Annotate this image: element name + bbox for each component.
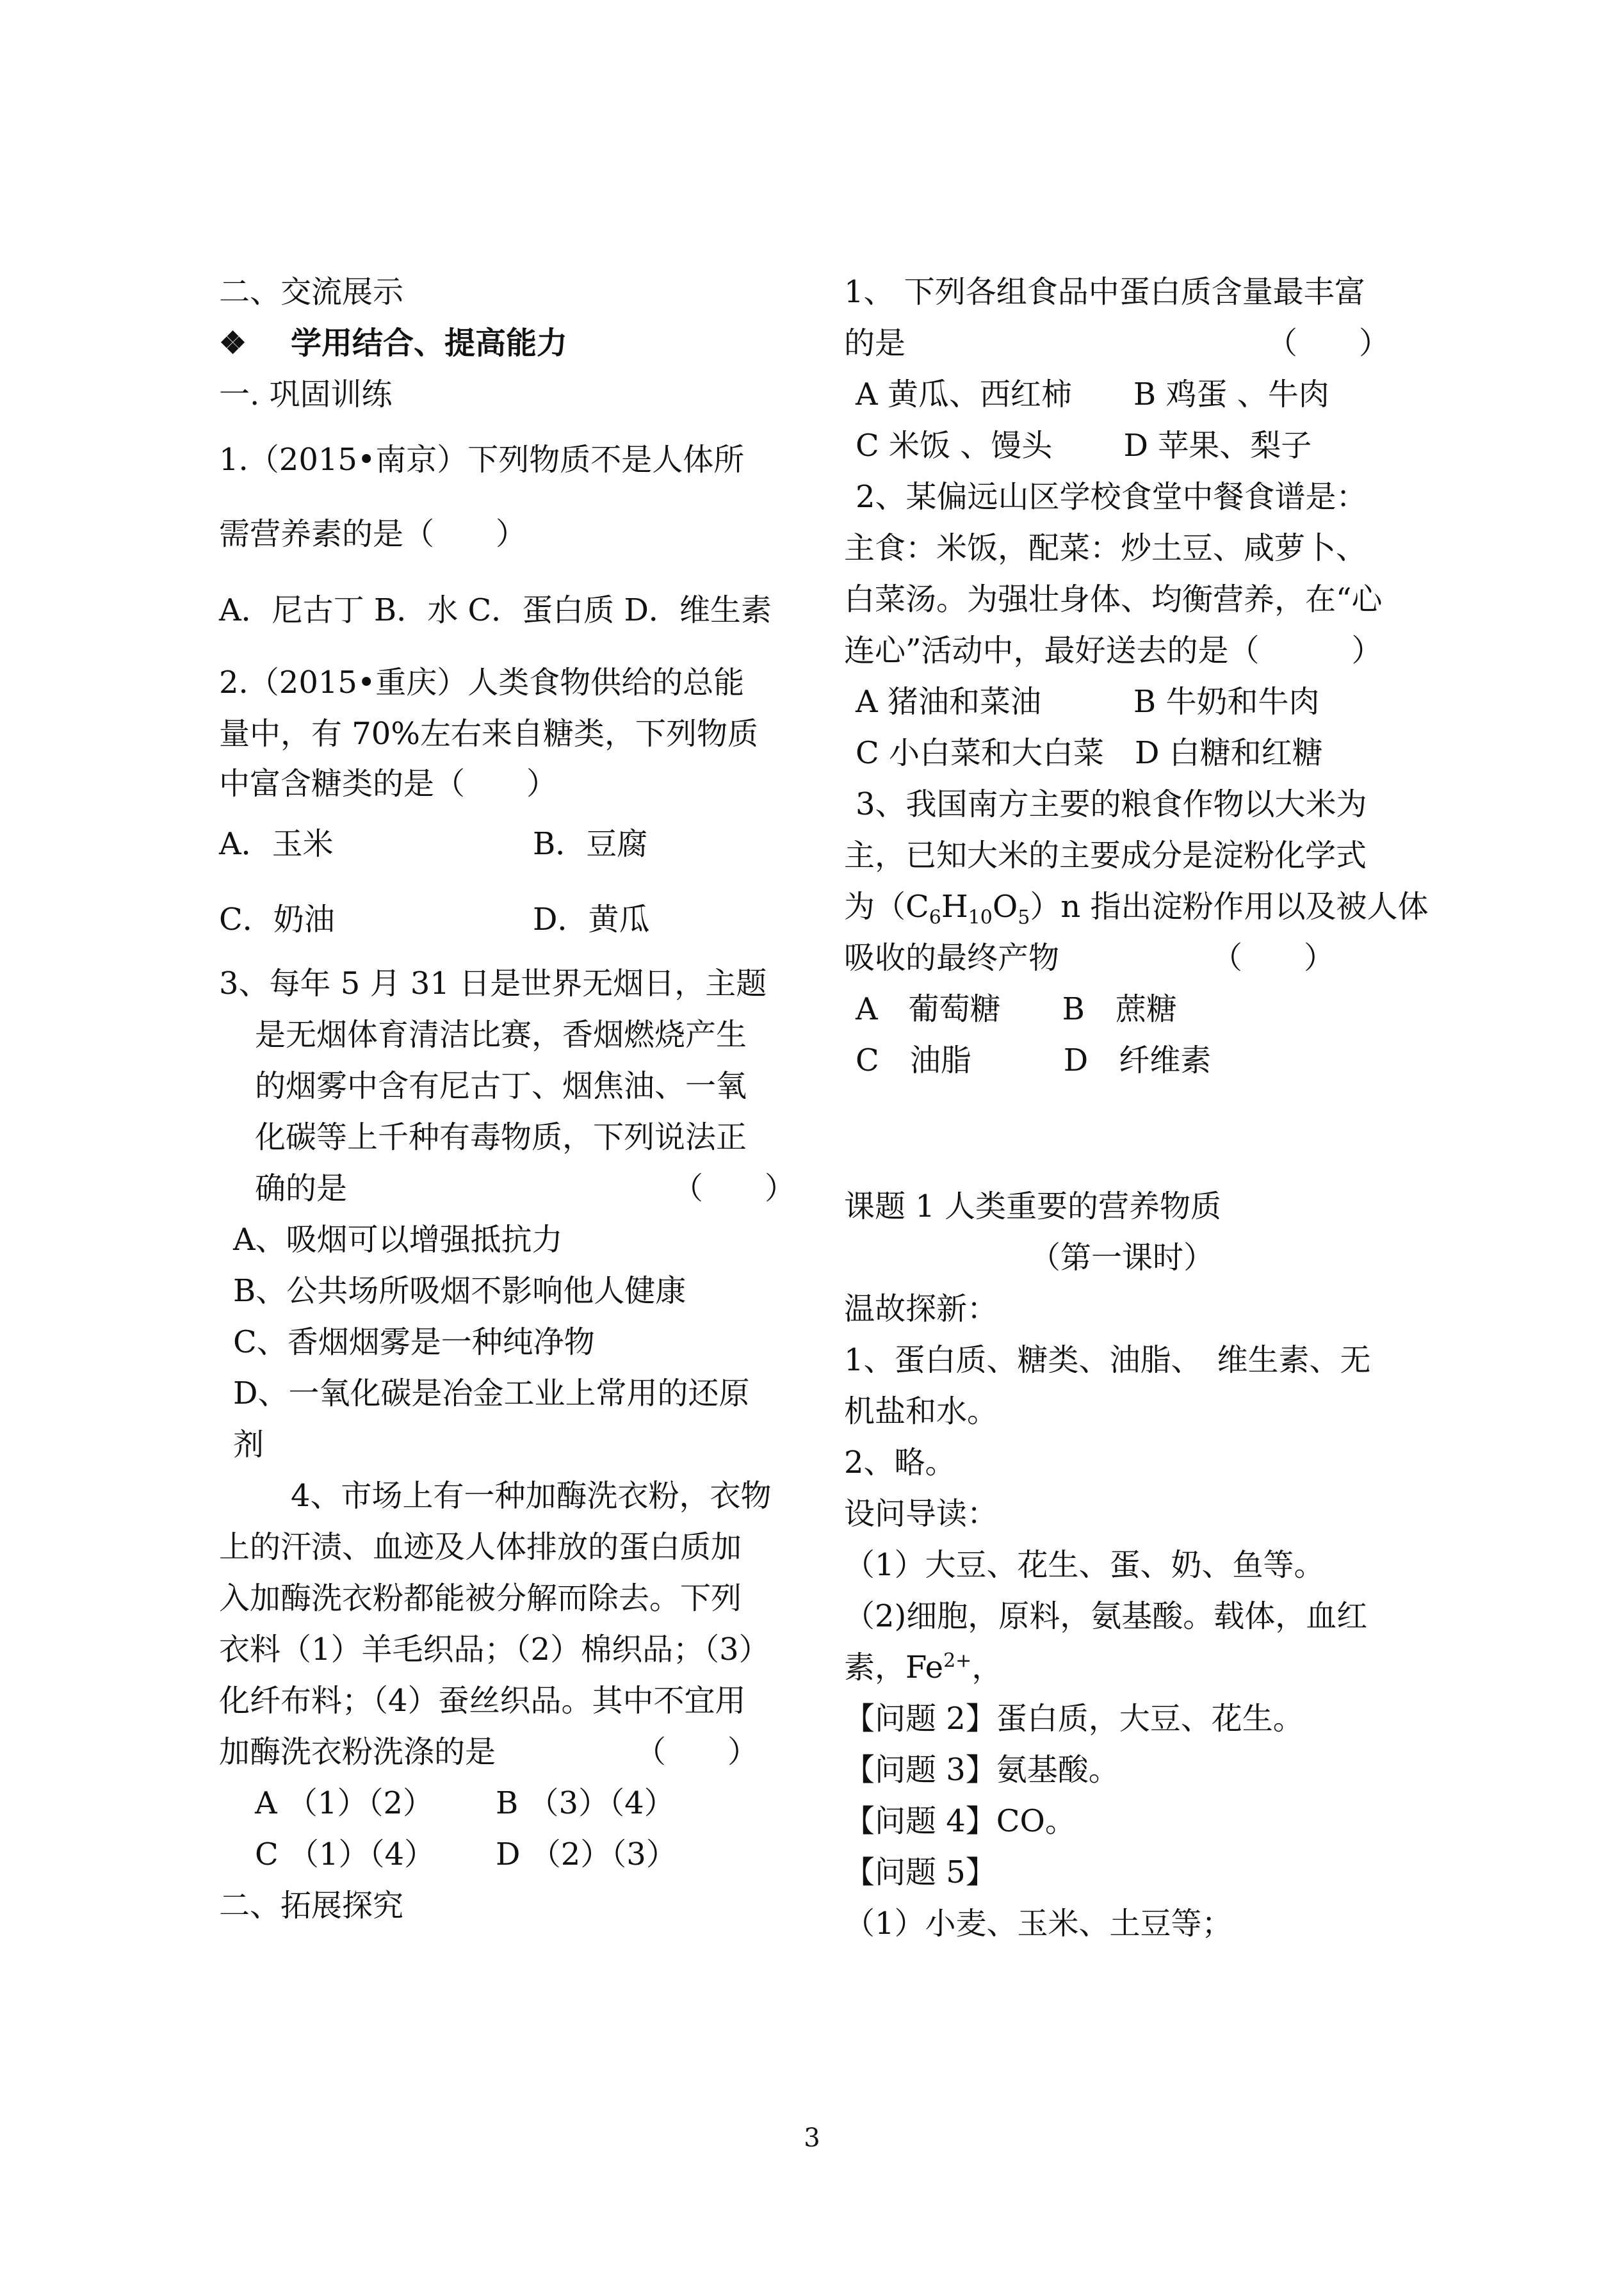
q2-line2: 量中，有 70%左右来自糖类，下列物质 [219,716,758,752]
q3-line2: 是无烟体育清洁比赛，香烟燃烧产生 [255,1017,747,1053]
q1-options: A．尼古丁 B．水 C．蛋白质 D．维生素 [219,592,772,628]
r-q3-line4: 吸收的最终产物 [844,940,1060,976]
guide-answer-2-line2: 素，$Fe^{2+}$， [844,1650,1003,1685]
r-q1-options-cd: C 米饭 、馒头 D 苹果、梨子 [856,428,1312,464]
q2-option-d: D．黄瓜 [533,902,650,937]
q4-line6: 加酶洗衣粉洗涤的是 [219,1734,496,1770]
guide-answer-2-line1: （2)细胞，原料，氨基酸。载体，血红 [844,1598,1368,1634]
lesson-period: （第一课时） [1030,1240,1215,1276]
r-q3-answer-blank: （ ） [1212,940,1335,976]
q4-line3: 入加酶洗衣粉都能被分解而除去。下列 [219,1580,742,1616]
r-q3-formula-line: 为$(C_6H_{10}O_5)n$ 指出淀粉作用以及被人体 [844,889,1429,929]
r-q1-answer-blank: （ ） [1267,325,1390,361]
q3-line1: 3、每年 5 月 31 日是世界无烟日，主题 [219,966,767,1002]
r-q2-line4: 连心”活动中，最好送去的是（ ） [844,633,1383,669]
guide-answer-1: （1）大豆、花生、蛋、奶、鱼等。 [844,1547,1325,1583]
problem-5-heading: 【问题 5】 [844,1854,996,1890]
r-q2-options-cd: C 小白菜和大白菜 D 白糖和红糖 [856,735,1323,771]
q2-option-c: C．奶油 [219,902,335,937]
r-q2-line2: 主食：米饭，配菜：炒土豆、咸萝卜、 [844,530,1367,566]
review-answer-1-line1: 1、蛋白质、糖类、油脂、 维生素、无 [844,1342,1371,1378]
page-number: 3 [804,2123,820,2153]
review-answer-2: 2、略。 [844,1445,956,1480]
q4-answer-blank: （ ） [635,1734,759,1770]
q3-option-c: C、香烟烟雾是一种纯净物 [233,1324,595,1360]
q3-option-d-line1: D、一氧化碳是冶金工业上常用的还原 [233,1375,750,1411]
section-extend-heading: 二、拓展探究 [219,1888,404,1924]
guide-label: 设问导读： [844,1496,998,1532]
q4-line2: 上的汗渍、血迹及人体排放的蛋白质加 [219,1529,742,1565]
q1-line2: 需营养素的是（ ） [219,516,527,552]
q3-line4: 化碳等上千种有毒物质，下列说法正 [255,1119,747,1155]
r-q3-line2: 主，已知大米的主要成分是淀粉化学式 [844,838,1367,873]
r-q2-line1: 2、某偏远山区学校食堂中餐食谱是： [856,479,1367,515]
q2-line3: 中富含糖类的是（ ） [219,766,558,802]
r-q2-line3: 白菜汤。为强壮身体、均衡营养，在“心 [844,581,1383,617]
q1-line1: 1.（2015•南京）下列物质不是人体所 [219,442,745,478]
q4-option-a: A （1）（2） [255,1785,434,1821]
problem-3-answer: 【问题 3】氨基酸。 [844,1752,1119,1788]
q2-option-b: B．豆腐 [533,826,648,862]
q4-option-d: D （2）（3） [496,1837,677,1872]
q4-line4: 衣料（1）羊毛织品；（2）棉织品；（3） [219,1632,770,1667]
q2-line1: 2.（2015•重庆）人类食物供给的总能 [219,665,745,701]
r-q3-options-cd: C 油脂 D 纤维素 [856,1042,1212,1078]
q3-option-d-line2: 剂 [233,1427,264,1463]
q4-option-b: B （3）（4） [496,1785,675,1821]
q4-line1: 4、市场上有一种加酶洗衣粉，衣物 [291,1478,772,1514]
q3-option-b: B、公共场所吸烟不影响他人健康 [233,1273,686,1309]
section-heading: 学用结合、提高能力 [291,325,568,361]
review-label: 温故探新： [844,1291,998,1327]
review-answer-1-line2: 机盐和水。 [844,1393,998,1429]
r-q2-options-ab: A 猪油和菜油 B 牛奶和牛肉 [856,684,1320,720]
q3-answer-blank: （ ） [672,1171,796,1206]
problem-5-answer-1: （1）小麦、玉米、土豆等； [844,1906,1233,1942]
r-q3-line1: 3、我国南方主要的粮食作物以大米为 [856,786,1367,822]
r-q1-line2: 的是 [844,325,906,361]
problem-4-answer: 【问题 4】CO。 [844,1803,1076,1839]
q4-line5: 化纤布料；（4）蚕丝织品。其中不宜用 [219,1683,746,1719]
q3-option-a: A、吸烟可以增强抵抗力 [233,1222,563,1258]
q3-line5: 确的是 [255,1171,348,1206]
lesson-title: 课题 1 人类重要的营养物质 [844,1188,1222,1224]
subsection-practice: 一. 巩固训练 [219,377,393,412]
problem-2-answer: 【问题 2】蛋白质，大豆、花生。 [844,1701,1304,1737]
r-q3-options-ab: A 葡萄糖 B 蔗糖 [856,991,1177,1027]
section-exchange-heading: 二、交流展示 [219,274,404,310]
q2-option-a: A．玉米 [219,826,334,862]
diamond-bullet-icon: ❖ [219,325,247,361]
q4-option-c: C （1）（4） [255,1837,435,1872]
q3-line3: 的烟雾中含有尼古丁、烟焦油、一氧 [255,1068,747,1104]
r-q1-options-ab: A 黄瓜、西红柿 B 鸡蛋 、牛肉 [856,377,1329,412]
r-q1-line1: 1、 下列各组食品中蛋白质含量最丰富 [844,274,1365,310]
